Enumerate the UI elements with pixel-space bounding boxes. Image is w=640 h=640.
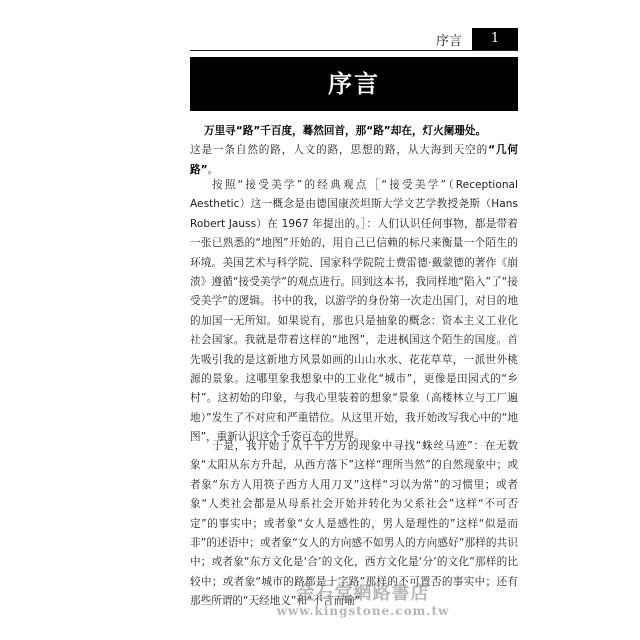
epigraph-line-1: 万里寻“路”千百度，蓦然回首，那“路”却在，灯火阑珊处。: [204, 125, 487, 137]
epigraph: [190, 122, 518, 180]
epigraph-line-2: 这是一条自然的路，人文的路，思想的路，从大海到天空的: [190, 144, 489, 157]
body-paragraph-2: 于是，我开始了从千千万万的现象中寻找“蛛丝马迹”：在无数象“太阳从东方升起，从西方落下”这样“理所当然”的自然现象中；或者象“东方人用筷子西方人用刀叉”这样“习以为常”的习惯里；或者象“人类社会都是从母系社会开始并转化为父系社会”这样“不可否定”的事实中；或者象“女人是感性的，男人是理性的”这样“似是而非”的述语中；或者象“女人的方向感不如男人的方向感好”那样的共识中；或者象“东方文化是‘合’的文化，西方文化是‘分’的文化”那样的比较中；或者象“城市的路都是十字路”那样的不可置否的事实中；还有那些所谓的“天经地义”和“不言而喻”: [190, 440, 518, 608]
header-section-title: 序言: [435, 34, 462, 49]
body-paragraph-1: 按照“接受美学”的经典观点［“接受美学”（Receptional Aesthetic）这一概念是由德国康茨坦斯大学文艺学教授尧斯（Hans Robert Jauss）在 1967 年提出的。］：人们认识任何事物，都是带着一张已熟悉的“地图”开始的，用自己已信赖的标尺来衡量一个陌生的环境。美国艺术与科学院、国家科学院院士费雷德·戴蒙德的著作《崩溃》遵循“接受美学”的观点进行。回到这本书，我同样地“陷入”了“接受美学”的逻辑。书中的我，以游学的身份第一次走出国门，对目的地的加国一无所知。如果说有，那也只是抽象的概念：资本主义工业化社会国家。我就是带着这样的“地图”，走进枫国这个陌生的国度。首先吸引我的是这新地方风景如画的山山水水、花花草草，一派世外桃源的景象。这哪里象我想象中的工业化“城市”，更像是田园式的“乡村”。这初始的印象，与我心里装着的想象“景象（高楼林立与工厂遍地）”发生了不对应和严重错位。从这里开始，我开始改写我心中的“地图”，重新认识这个千姿百态的世界。: [190, 179, 518, 444]
epigraph-line-2-end: 。: [207, 163, 219, 176]
watermark-url: www.kingstone.com.tw: [276, 604, 450, 618]
running-header: [190, 28, 518, 51]
chapter-title: 序言: [190, 57, 518, 111]
page-number: 1: [472, 28, 518, 50]
watermark-name: 金石堂網路書店: [296, 583, 430, 604]
epigraph-highlight: “几何路”: [190, 144, 519, 176]
